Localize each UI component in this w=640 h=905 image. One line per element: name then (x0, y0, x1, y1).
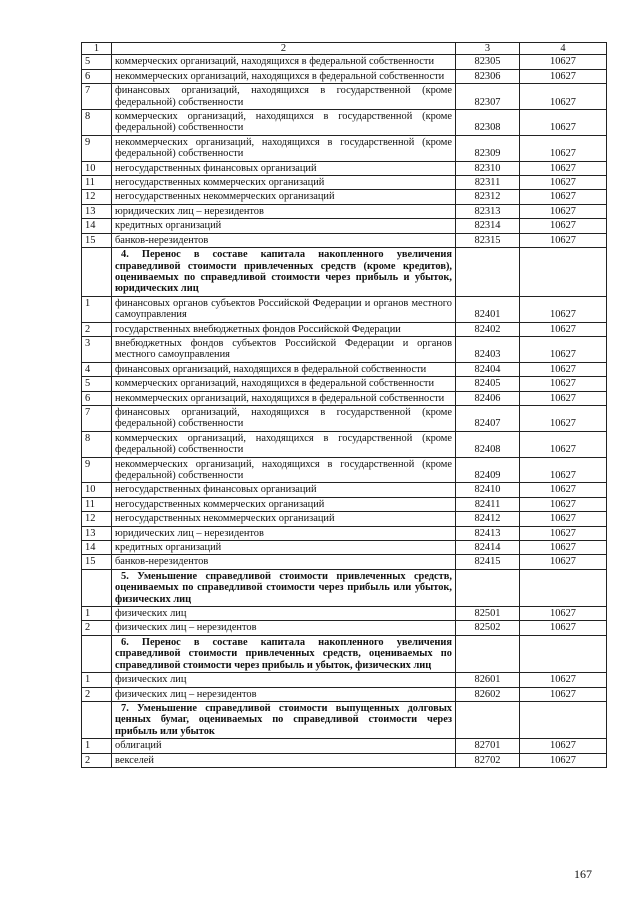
row-number: 12 (82, 190, 112, 204)
row-value (520, 635, 607, 672)
account-code: 82404 (456, 362, 520, 376)
row-number: 8 (82, 110, 112, 136)
table-row (82, 204, 607, 218)
row-number: 3 (82, 336, 112, 362)
row-number: 5 (82, 377, 112, 391)
row-description: негосударственных финансовых организаций (112, 161, 456, 175)
row-description: физических лиц – нерезидентов (112, 687, 456, 701)
row-number: 1 (82, 296, 112, 322)
row-description: облигаций (112, 739, 456, 753)
row-value: 10627 (520, 497, 607, 511)
account-code: 82415 (456, 555, 520, 569)
table-row (82, 607, 607, 621)
account-code: 82401 (456, 296, 520, 322)
table-row (82, 497, 607, 511)
row-description: негосударственных некоммерческих организаций (112, 190, 456, 204)
table-row (82, 457, 607, 483)
table-row (82, 621, 607, 635)
row-description: юридических лиц – нерезидентов (112, 204, 456, 218)
account-code: 82305 (456, 55, 520, 69)
account-code: 82412 (456, 512, 520, 526)
table-row (82, 687, 607, 701)
row-number: 14 (82, 541, 112, 555)
table-row (82, 483, 607, 497)
table-row (82, 512, 607, 526)
row-description: некоммерческих организаций, находящихся в федеральной собственности (112, 69, 456, 83)
row-number: 2 (82, 322, 112, 336)
row-value: 10627 (520, 739, 607, 753)
row-number: 13 (82, 526, 112, 540)
table-row (82, 555, 607, 569)
row-value: 10627 (520, 135, 607, 161)
row-value: 10627 (520, 673, 607, 687)
row-value: 10627 (520, 233, 607, 247)
section-heading-row (82, 635, 607, 672)
row-value: 10627 (520, 190, 607, 204)
table-row (82, 176, 607, 190)
row-value: 10627 (520, 512, 607, 526)
table-row (82, 84, 607, 110)
table-row (82, 190, 607, 204)
row-value: 10627 (520, 621, 607, 635)
table-row (82, 377, 607, 391)
account-code: 82313 (456, 204, 520, 218)
table-row (82, 526, 607, 540)
table-row (82, 431, 607, 457)
row-value: 10627 (520, 753, 607, 767)
row-value: 10627 (520, 377, 607, 391)
row-number: 15 (82, 233, 112, 247)
row-number: 7 (82, 405, 112, 431)
row-number (82, 248, 112, 297)
account-code: 82308 (456, 110, 520, 136)
accounts-table (81, 42, 607, 768)
account-code: 82406 (456, 391, 520, 405)
row-value: 10627 (520, 431, 607, 457)
account-code: 82501 (456, 607, 520, 621)
row-value: 10627 (520, 110, 607, 136)
row-number: 8 (82, 431, 112, 457)
row-value: 10627 (520, 405, 607, 431)
row-number: 11 (82, 497, 112, 511)
row-description: негосударственных некоммерческих организаций (112, 512, 456, 526)
row-number: 10 (82, 161, 112, 175)
table-row (82, 55, 607, 69)
row-value: 10627 (520, 555, 607, 569)
account-code: 82409 (456, 457, 520, 483)
table-row (82, 541, 607, 555)
row-number: 12 (82, 512, 112, 526)
table-row (82, 405, 607, 431)
row-description: некоммерческих организаций, находящихся в государственной (кроме федеральной) собственности (112, 135, 456, 161)
account-code: 82407 (456, 405, 520, 431)
row-description: негосударственных коммерческих организаций (112, 497, 456, 511)
row-description: некоммерческих организаций, находящихся в государственной (кроме федеральной) собственности (112, 457, 456, 483)
table-row (82, 219, 607, 233)
row-number: 9 (82, 135, 112, 161)
table-body (82, 55, 607, 768)
row-number: 1 (82, 673, 112, 687)
row-number: 7 (82, 84, 112, 110)
row-description: государственных внебюджетных фондов Российской Федерации (112, 322, 456, 336)
table-row (82, 161, 607, 175)
row-number: 15 (82, 555, 112, 569)
row-description: коммерческих организаций, находящихся в государственной (кроме федеральной) собственности (112, 431, 456, 457)
row-value: 10627 (520, 55, 607, 69)
account-code: 82410 (456, 483, 520, 497)
table-row (82, 296, 607, 322)
section-heading-row (82, 701, 607, 738)
row-value: 10627 (520, 687, 607, 701)
row-value: 10627 (520, 219, 607, 233)
row-description: банков-нерезидентов (112, 233, 456, 247)
row-description: финансовых организаций, находящихся в государственной (кроме федеральной) собственности (112, 405, 456, 431)
row-number: 6 (82, 391, 112, 405)
row-value: 10627 (520, 526, 607, 540)
row-number: 6 (82, 69, 112, 83)
table-row (82, 336, 607, 362)
row-description: кредитных организаций (112, 541, 456, 555)
account-code: 82403 (456, 336, 520, 362)
account-code: 82408 (456, 431, 520, 457)
account-code: 82306 (456, 69, 520, 83)
row-value (520, 248, 607, 297)
row-description: негосударственных коммерческих организаций (112, 176, 456, 190)
account-code: 82502 (456, 621, 520, 635)
account-code: 82405 (456, 377, 520, 391)
row-number: 13 (82, 204, 112, 218)
row-number: 9 (82, 457, 112, 483)
table-row (82, 362, 607, 376)
row-description: коммерческих организаций, находящихся в федеральной собственности (112, 55, 456, 69)
row-number: 2 (82, 687, 112, 701)
row-value: 10627 (520, 607, 607, 621)
header-col-2: 2 (112, 43, 456, 55)
table-row (82, 69, 607, 83)
account-code (456, 701, 520, 738)
table-row (82, 753, 607, 767)
row-description: банков-нерезидентов (112, 555, 456, 569)
row-description: векселей (112, 753, 456, 767)
section-heading-row (82, 248, 607, 297)
table-row (82, 322, 607, 336)
row-description: финансовых организаций, находящихся в федеральной собственности (112, 362, 456, 376)
row-number: 1 (82, 607, 112, 621)
row-value: 10627 (520, 391, 607, 405)
row-description: 4. Перенос в составе капитала накопленного увеличения справедливой стоимости привлеченных средств (кроме кредитов), оцениваемых по справедливой стоимости через прибыль и убыток, юридических лиц (112, 248, 456, 297)
row-description: юридических лиц – нерезидентов (112, 526, 456, 540)
row-value: 10627 (520, 84, 607, 110)
table-row (82, 673, 607, 687)
row-description: физических лиц – нерезидентов (112, 621, 456, 635)
account-code: 82315 (456, 233, 520, 247)
row-description: коммерческих организаций, находящихся в государственной (кроме федеральной) собственности (112, 110, 456, 136)
row-value: 10627 (520, 483, 607, 497)
account-code: 82309 (456, 135, 520, 161)
row-number: 1 (82, 739, 112, 753)
page-number: 167 (574, 867, 592, 881)
row-value: 10627 (520, 457, 607, 483)
account-code: 82602 (456, 687, 520, 701)
row-description: кредитных организаций (112, 219, 456, 233)
row-number (82, 701, 112, 738)
row-number: 2 (82, 753, 112, 767)
account-code: 82311 (456, 176, 520, 190)
row-value: 10627 (520, 204, 607, 218)
account-code: 82601 (456, 673, 520, 687)
row-description: финансовых организаций, находящихся в государственной (кроме федеральной) собственности (112, 84, 456, 110)
header-row (82, 43, 607, 55)
row-description: негосударственных финансовых организаций (112, 483, 456, 497)
table-row (82, 110, 607, 136)
row-number (82, 569, 112, 606)
table-row (82, 391, 607, 405)
row-value: 10627 (520, 176, 607, 190)
account-code (456, 248, 520, 297)
row-description: коммерческих организаций, находящихся в федеральной собственности (112, 377, 456, 391)
header-col-4: 4 (520, 43, 607, 55)
row-value (520, 701, 607, 738)
account-code: 82314 (456, 219, 520, 233)
row-description: финансовых органов субъектов Российской Федерации и органов местного самоуправления (112, 296, 456, 322)
account-code: 82701 (456, 739, 520, 753)
account-code: 82702 (456, 753, 520, 767)
row-number: 14 (82, 219, 112, 233)
row-description: внебюджетных фондов субъектов Российской Федерации и органов местного самоуправления (112, 336, 456, 362)
header-col-3: 3 (456, 43, 520, 55)
row-value: 10627 (520, 296, 607, 322)
row-number (82, 635, 112, 672)
row-description: некоммерческих организаций, находящихся в федеральной собственности (112, 391, 456, 405)
table-row (82, 135, 607, 161)
row-value (520, 569, 607, 606)
account-code: 82312 (456, 190, 520, 204)
table-row (82, 233, 607, 247)
row-value: 10627 (520, 161, 607, 175)
row-description: 6. Перенос в составе капитала накопленного увеличения справедливой стоимости привлеченных средств, оцениваемых по справедливой стоимости через прибыль и убыток, физических лиц (112, 635, 456, 672)
row-value: 10627 (520, 322, 607, 336)
row-description: 5. Уменьшение справедливой стоимости привлеченных средств, оцениваемых по справедливой стоимости через прибыль или убыток, физических лиц (112, 569, 456, 606)
account-code: 82402 (456, 322, 520, 336)
account-code: 82310 (456, 161, 520, 175)
section-heading-row (82, 569, 607, 606)
account-code: 82307 (456, 84, 520, 110)
account-code (456, 569, 520, 606)
account-code: 82411 (456, 497, 520, 511)
table-row (82, 739, 607, 753)
account-code: 82413 (456, 526, 520, 540)
row-description: физических лиц (112, 673, 456, 687)
row-number: 4 (82, 362, 112, 376)
row-description: 7. Уменьшение справедливой стоимости выпущенных долговых ценных бумаг, оцениваемых по справедливой стоимости через прибыль или убыток (112, 701, 456, 738)
row-value: 10627 (520, 541, 607, 555)
row-value: 10627 (520, 336, 607, 362)
account-code: 82414 (456, 541, 520, 555)
account-code (456, 635, 520, 672)
row-number: 11 (82, 176, 112, 190)
row-value: 10627 (520, 69, 607, 83)
row-number: 2 (82, 621, 112, 635)
row-value: 10627 (520, 362, 607, 376)
row-number: 10 (82, 483, 112, 497)
row-description: физических лиц (112, 607, 456, 621)
header-col-1: 1 (82, 43, 112, 55)
row-number: 5 (82, 55, 112, 69)
